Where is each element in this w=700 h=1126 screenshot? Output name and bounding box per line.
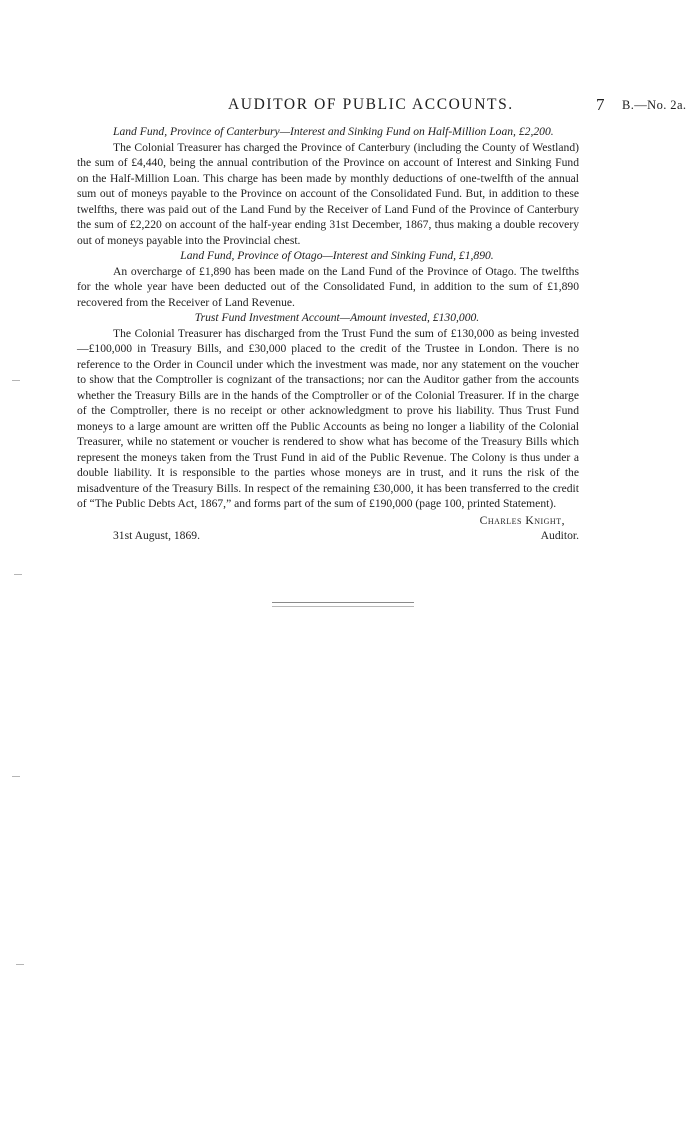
signatory-title: Auditor. bbox=[540, 528, 579, 542]
document-reference: B.—No. 2a. bbox=[622, 98, 687, 112]
margin-mark bbox=[16, 964, 24, 965]
margin-mark bbox=[12, 380, 20, 381]
margin-mark bbox=[14, 574, 22, 575]
page-number: 7 bbox=[596, 95, 605, 114]
paragraph-canterbury: The Colonial Treasurer has charged the Province of Canterbury (including the County of Westland) the sum of £4,440, being the annual contribution of the Province on account of Interest and Sinking Fund on the Half-Million Loan. This charge has been made by monthly deductions of one-twelfth of the annual sum out of moneys payable to the Province on account of the Consolidated Fund. But, in addition to these twelfths, there was paid out of the Land Fund by the Receiver of Land Fund of the Province of Canterbury the sum of £2,220 on account of the half-year ending 31st December, 1867, thus making a double recovery out of moneys payable into the Provincial chest. bbox=[77, 140, 579, 247]
page-header bbox=[0, 96, 700, 118]
closing-rule bbox=[272, 602, 414, 607]
signatory-name: Charles Knight, bbox=[479, 513, 565, 527]
document-body bbox=[77, 124, 579, 545]
section-heading-canterbury: Land Fund, Province of Canterbury—Interest and Sinking Fund on Half-Million Loan, £2,200. bbox=[113, 125, 554, 138]
signature-date: 31st August, 1869. bbox=[113, 528, 200, 542]
signature-block bbox=[77, 513, 579, 545]
paragraph-otago: An overcharge of £1,890 has been made on the Land Fund of the Province of Otago. The twelfths for the whole year have been deducted out of the Consolidated Fund, in addition to the sum of £1,890 recovered from the Receiver of Land Revenue. bbox=[77, 264, 579, 309]
section-heading-trust-fund: Trust Fund Investment Account—Amount invested, £130,000. bbox=[194, 311, 480, 324]
paragraph-trust-fund: The Colonial Treasurer has discharged from the Trust Fund the sum of £130,000 as being invested—£100,000 in Treasury Bills, and £30,000 placed to the credit of the Trustee in London. There is no reference to the Order in Council under which the investment was made, nor any statement on the voucher to show that the Comptroller is cognizant of the transactions; nor can the Auditor gather from the accounts whether the Treasury Bills are in the hands of the Comptroller or of the Colonial Treasurer. If in the charge of the Comptroller, there is no receipt or other acknowledgment to prove his liability. Thus Trust Fund moneys to a large amount are written off the Public Accounts as being no longer a liability of the Colonial Treasurer, while no statement or voucher is rendered to show what has become of the Treasury Bills which represent the moneys taken from the Trust Fund in aid of the Public Revenue. The Colony is thus under a double liability. It is responsible to the parties whose moneys are in trust, and it runs the risk of the misadventure of the Treasury Bills. In respect of the remaining £30,000, it has been transferred to the credit of “The Public Debts Act, 1867,” and forms part of the sum of £190,000 (page 100, printed Statement). bbox=[77, 326, 579, 510]
section-heading-otago: Land Fund, Province of Otago—Interest and Sinking Fund, £1,890. bbox=[180, 249, 494, 262]
running-title: AUDITOR OF PUBLIC ACCOUNTS. bbox=[228, 96, 514, 113]
margin-mark bbox=[12, 776, 20, 777]
